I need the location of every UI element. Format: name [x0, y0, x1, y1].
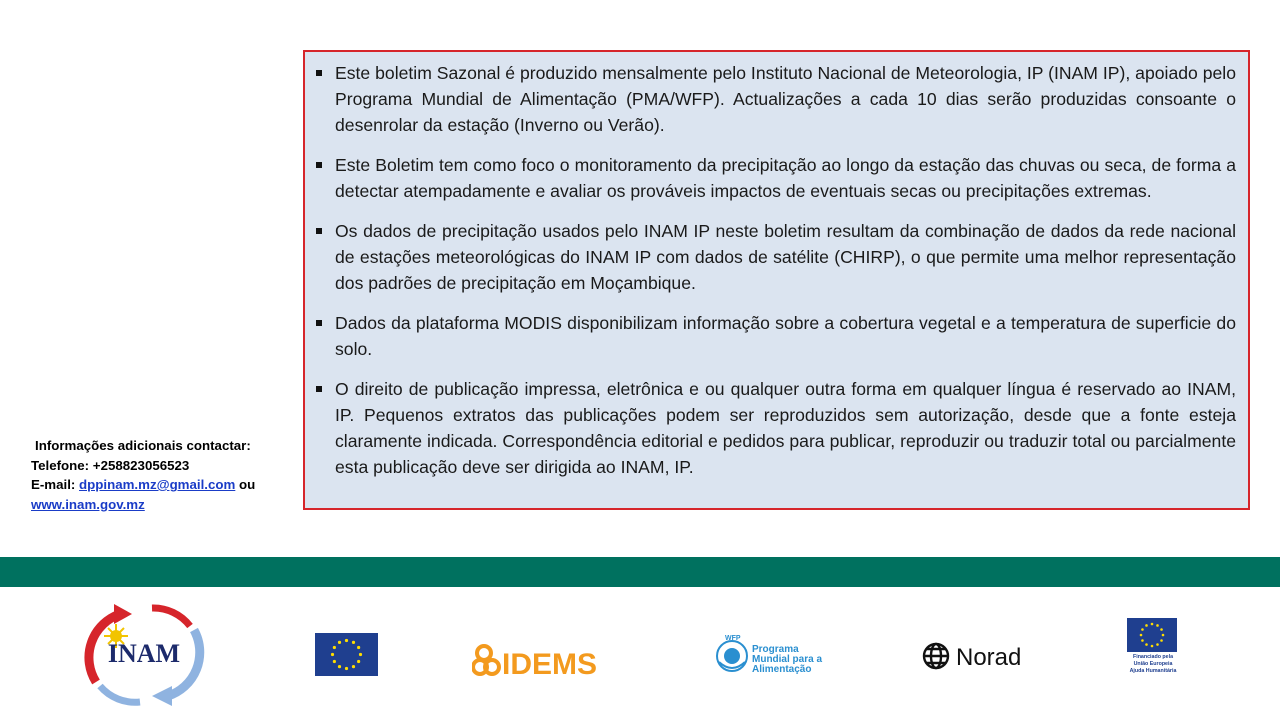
bulletin-item-text: Dados da plataforma MODIS disponibilizam informação sobre a cobertura vegetal e a temperatura de superficie do solo. — [335, 313, 1236, 359]
eu-star-icon — [345, 667, 348, 670]
bulletin-item — [313, 218, 1236, 296]
contact-website-line — [31, 495, 291, 515]
bulletin-item-text: Os dados de precipitação usados pelo INAM IP neste boletim resultam da combinação de dados da rede nacional de estações meteorológicas do INAM IP com dados de satélite (CHIRP), o que permite uma melhor representação dos padrões de precipitação em Moçambique. — [335, 221, 1236, 293]
eu-caption — [1124, 654, 1182, 675]
wfp-tag: WFP — [725, 635, 741, 642]
eu-humanitarian-logo — [1124, 616, 1182, 682]
eu-star-icon — [331, 653, 334, 656]
eu-star-icon — [352, 665, 355, 668]
bulletin-item-text: Este Boletim tem como foco o monitoramento da precipitação ao longo da estação das chuvas ou seca, de forma a detectar atempadamente e avaliar os prováveis impactos de eventuais secas ou precipitações extremas. — [335, 155, 1236, 201]
email-link[interactable]: dppinam.mz@gmail.com — [79, 477, 236, 492]
bullet-icon — [316, 386, 322, 392]
bulletin-item-text: O direito de publicação impressa, eletrônica e ou qualquer outra forma em qualquer língua é reservado ao INAM, IP. Pequenos extratos das publicações podem ser reproduzidos sem autorização, desde que a fonte esteja claramente indicada. Correspondência editorial e pedidos para publicar, reproduzir ou traduzir total ou parcialmente esta publicação deve ser dirigida ao INAM, IP. — [335, 379, 1236, 477]
eu-star-icon — [1156, 643, 1159, 646]
eu-star-icon — [338, 641, 341, 644]
or-text: ou — [235, 477, 256, 492]
contact-email-line — [31, 475, 291, 495]
email-label: E-mail: — [31, 477, 80, 492]
eu-star-icon — [1151, 645, 1154, 648]
norad-logo-text: Norad — [956, 644, 1022, 671]
eu-star-icon — [1160, 639, 1163, 642]
bulletin-item — [313, 152, 1236, 204]
eu-star-icon — [1156, 624, 1159, 627]
norad-logo — [922, 633, 1032, 679]
bulletin-info-box — [303, 50, 1250, 510]
eu-star-icon — [1160, 628, 1163, 631]
inam-logo-text: INAM — [107, 639, 181, 668]
bullet-icon — [316, 228, 322, 234]
bullet-icon — [316, 70, 322, 76]
bulletin-item — [313, 376, 1236, 480]
eu-star-icon — [1145, 624, 1148, 627]
inam-logo — [80, 600, 208, 708]
contact-phone: Telefone: +258823056523 — [31, 457, 190, 473]
eu-star-icon — [1145, 643, 1148, 646]
eu-star-icon — [333, 646, 336, 649]
idems-knot-icon — [473, 646, 499, 674]
website-link[interactable]: www.inam.gov.mz — [31, 496, 145, 512]
eu-caption-2: União Europeia — [1133, 661, 1173, 667]
eu-star-icon — [1151, 623, 1154, 626]
wfp-line1: Programa — [752, 644, 799, 655]
wfp-emblem-icon — [717, 641, 747, 671]
eu-flag-logo — [315, 633, 378, 676]
bulletin-item — [313, 60, 1236, 138]
contact-title: Informações adicionais contactar: — [35, 438, 251, 453]
bullet-icon — [316, 162, 322, 168]
eu-star-icon — [359, 653, 362, 656]
idems-logo — [472, 643, 612, 679]
footer-band — [0, 557, 1280, 587]
bulletin-item — [313, 310, 1236, 362]
eu-small-flag — [1127, 618, 1177, 652]
eu-star-icon — [1141, 628, 1144, 631]
eu-star-icon — [352, 641, 355, 644]
wfp-logo — [715, 632, 835, 676]
wfp-line2: Mundial para a — [752, 654, 823, 665]
eu-star-icon — [357, 660, 360, 663]
eu-caption-1: Financiado pela — [1132, 654, 1174, 660]
contact-info — [31, 436, 291, 514]
idems-logo-text: IDEMS — [502, 648, 598, 679]
norad-globe-icon — [924, 644, 948, 668]
eu-star-icon — [333, 660, 336, 663]
eu-star-icon — [357, 646, 360, 649]
eu-star-icon — [1140, 634, 1143, 637]
eu-star-icon — [1141, 639, 1144, 642]
bullet-icon — [316, 320, 322, 326]
eu-caption-3: Ajuda Humanitária — [1129, 668, 1177, 674]
eu-star-icon — [338, 665, 341, 668]
eu-star-icon — [1162, 634, 1165, 637]
bulletin-item-text: Este boletim Sazonal é produzido mensalmente pelo Instituto Nacional de Meteorologia, IP (INAM IP), apoiado pelo Programa Mundial de Alimentação (PMA/WFP). Actualizações a cada 10 dias serão produzidas consoante o desenrolar da estação (Inverno ou Verão). — [335, 63, 1236, 135]
eu-star-icon — [345, 639, 348, 642]
wfp-line3: Alimentação — [752, 664, 812, 675]
